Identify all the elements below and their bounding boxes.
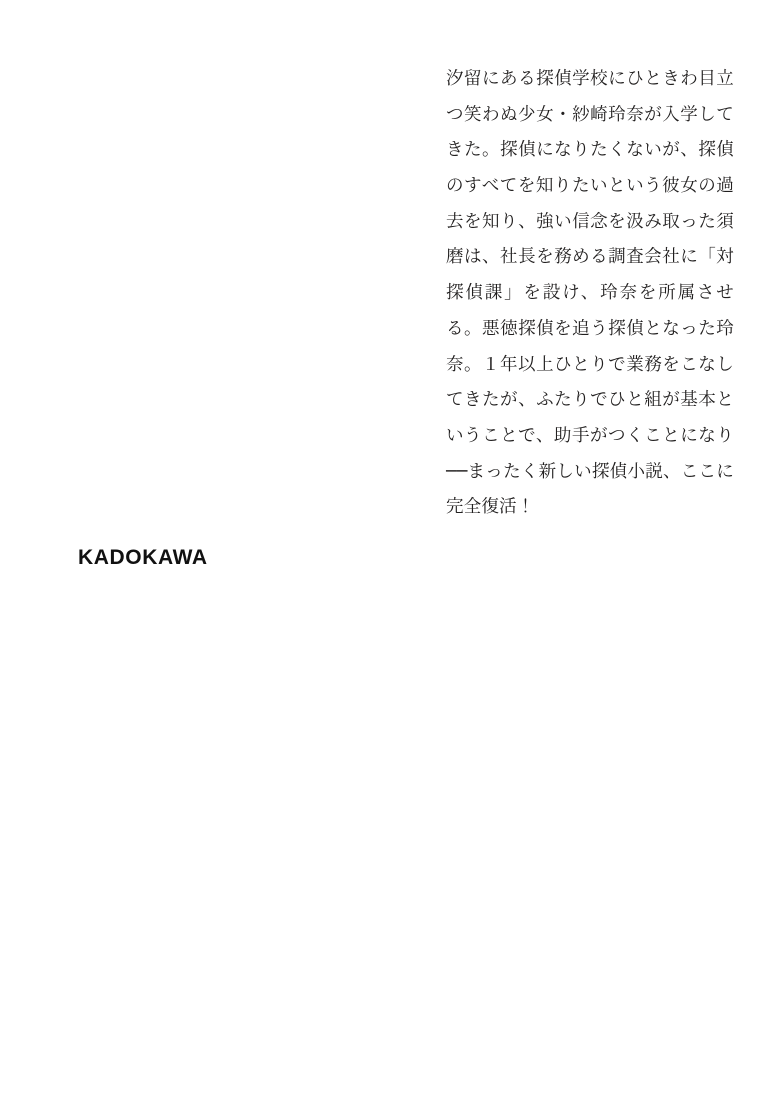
blurb-text: 汐留にある探偵学校にひときわ目立つ笑わぬ少女・紗崎玲奈が入学してきた。探偵になりたくないが、探偵のすべてを知りたいという彼女の過去を知り、強い信念を汲み取った須磨は、社長を務める調査会社に「対探偵課」を設け、玲奈を所属させる。悪徳探偵を追う探偵となった玲奈。１年以上ひとりで業務をこなしてきたが、ふたりでひと組が基本ということで、助手がつくことになり──まったく新しい探偵小説、ここに完全復活！ [446,69,734,518]
publisher-logotype: KADOKAWA [78,546,208,569]
